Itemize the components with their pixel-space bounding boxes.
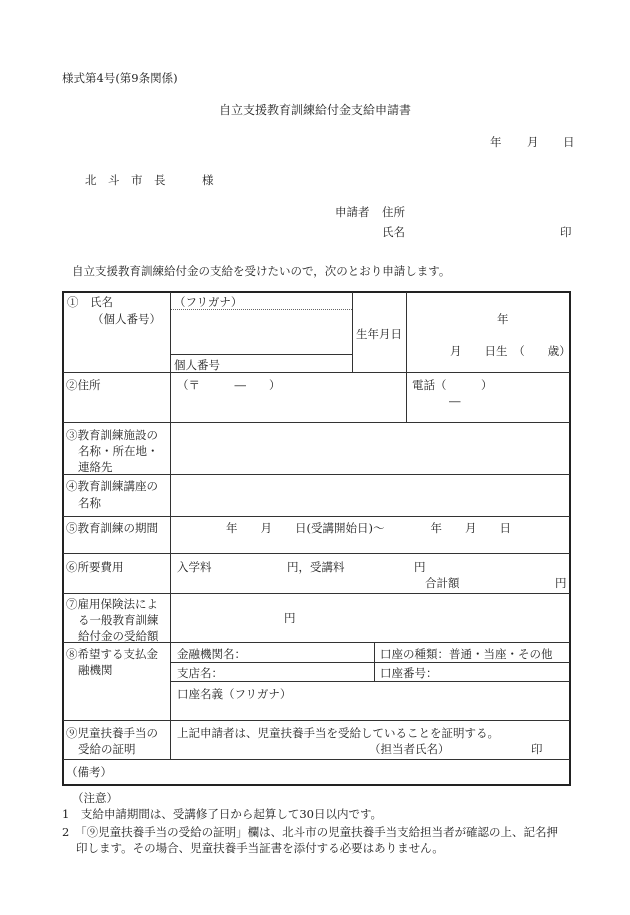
row-line-2 [63, 422, 570, 423]
r9-label-2: 受給の証明 [78, 742, 136, 756]
r1-divider-b [406, 292, 407, 372]
note-1: 1 支給申請期間は、受講修了日から起算して30日以内です。 [62, 807, 383, 821]
account-type-field[interactable]: 口座の種類：普通・当座・その他 [380, 647, 553, 661]
r2-divider [406, 373, 407, 422]
phone-dash: ― [449, 394, 461, 408]
bank-name-field[interactable]: 金融機関名： [177, 647, 246, 661]
r7-label-1: ⑦雇用保険法によ [66, 597, 158, 611]
date-day: 日 [563, 135, 575, 149]
r9-label-1: ⑨児童扶養手当の [66, 726, 158, 740]
r3-label-3: 連絡先 [78, 460, 113, 474]
intro-text: 自立支援教育訓練給付金の支給を受けたいので，次のとおり申請します。 [72, 264, 451, 278]
tuition-yen: 円 [414, 560, 426, 574]
furigana-field[interactable]: （フリガナ） [174, 295, 243, 309]
phone-field[interactable]: 電話（ ） [412, 378, 493, 392]
applicant-label: 申請者 [335, 205, 370, 219]
row-line-1 [63, 372, 570, 373]
r1-label-name: ① 氏名 [67, 295, 113, 309]
r8-line-b [171, 681, 570, 682]
notes-heading: （注意） [72, 791, 118, 805]
row-line-8 [63, 720, 570, 721]
label-col-divider [170, 292, 171, 759]
r3-label-2: 名称・所在地・ [78, 444, 159, 458]
r8-label-2: 融機関 [78, 663, 113, 677]
r7-label-2: る一般教育訓練 [78, 613, 159, 627]
birthdate-label: 生年月日 [356, 327, 402, 341]
training-period[interactable]: 年 月 日(受講開始日)～ 年 月 日 [226, 521, 511, 535]
row-line-4 [63, 516, 570, 517]
row-line-9 [63, 759, 570, 760]
total-label: 合計額 [425, 576, 460, 590]
r8-line-a [171, 662, 570, 663]
date-month: 月 [527, 135, 539, 149]
note-2-line-1: 2 「⑨児童扶養手当の受給の証明」欄は、北斗市の児童扶養手当支給担当者が確認の上、記名押 [62, 825, 559, 839]
date-year: 年 [490, 135, 502, 149]
row-line-6 [63, 593, 570, 594]
note-2-line-2: 印します。その場合、児童扶養手当証書を添付する必要はありません。 [76, 841, 444, 855]
r1-divider-a [352, 292, 353, 372]
applicant-address-label: 住所 [382, 205, 405, 219]
application-table [62, 291, 571, 786]
account-number-field[interactable]: 口座番号： [380, 666, 438, 680]
entrance-fee-label: 入学料 [177, 560, 212, 574]
r4-label-1: ④教育訓練講座の [66, 479, 158, 493]
birth-date[interactable]: 月 日生 （ 歳） [450, 344, 571, 358]
row-line-3 [63, 474, 570, 475]
certification-text: 上記申請者は、児童扶養手当を受給していることを証明する。 [177, 726, 499, 740]
addressee-mayor: 北 斗 市 長 [85, 173, 166, 187]
benefit-yen: 円 [284, 611, 296, 625]
postal-field[interactable]: （〒 ― ） [177, 378, 281, 392]
row-line-5 [63, 553, 570, 554]
r7-label-3: 給付金の受給額 [78, 629, 159, 643]
birth-year[interactable]: 年 [497, 312, 509, 326]
form-title: 自立支援教育訓練給付金支給申請書 [218, 103, 411, 117]
account-holder-field[interactable]: 口座名義（フリガナ） [177, 687, 292, 701]
officer-name-field[interactable]: （担当者氏名） [369, 742, 450, 756]
remarks-label: （備考） [66, 765, 112, 779]
mynumber-field[interactable]: 個人番号 [174, 358, 220, 372]
r5-label: ⑤教育訓練の期間 [66, 521, 158, 535]
tuition-label: 円，受講料 [287, 560, 345, 574]
applicant-name-label: 氏名 [382, 225, 405, 239]
officer-seal: 印 [531, 742, 543, 756]
r1-label-mynumber: （個人番号） [92, 312, 161, 326]
total-yen: 円 [555, 576, 567, 590]
addressee-sama: 様 [202, 173, 214, 187]
applicant-seal: 印 [560, 225, 572, 239]
r6-label: ⑥所要費用 [66, 560, 124, 574]
r3-label-1: ③教育訓練施設の [66, 428, 158, 442]
r2-label: ②住所 [66, 378, 101, 392]
form-number: 様式第4号(第9条関係) [62, 71, 178, 85]
mynumber-line [171, 354, 352, 355]
r4-label-2: 名称 [78, 496, 101, 510]
r8-label-1: ⑧希望する支払金 [66, 647, 158, 661]
branch-field[interactable]: 支店名： [177, 666, 223, 680]
